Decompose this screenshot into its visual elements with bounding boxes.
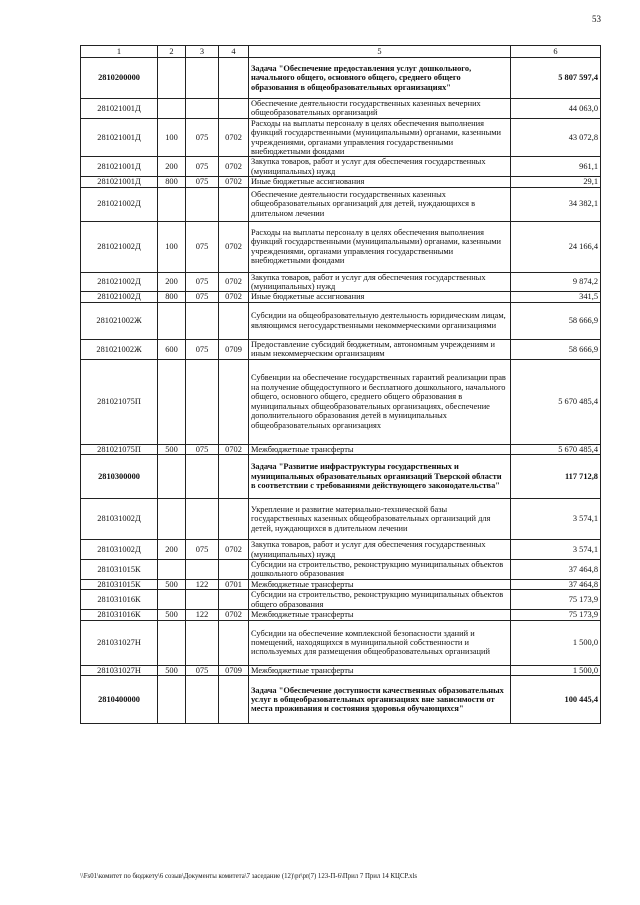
description-cell: Задача "Обеспечение доступности качественных образовательных услуг в общеобразовательных организациях вне зависимости от места проживания и состояния здоровья обучающихся" bbox=[249, 676, 511, 724]
code-cell: 281031002Д bbox=[81, 540, 158, 560]
department-cell: 075 bbox=[186, 292, 219, 302]
description-cell: Закупка товаров, работ и услуг для обеспечения государственных (муниципальных) нужд bbox=[249, 157, 511, 177]
table-row bbox=[81, 177, 601, 187]
description-cell: Закупка товаров, работ и услуг для обеспечения государственных (муниципальных) нужд bbox=[249, 540, 511, 560]
group-cell: 200 bbox=[158, 157, 186, 177]
section-cell: 0701 bbox=[219, 579, 249, 589]
section-cell bbox=[219, 590, 249, 610]
amount-cell: 117 712,8 bbox=[511, 455, 601, 499]
group-cell: 200 bbox=[158, 272, 186, 292]
department-cell bbox=[186, 187, 219, 221]
section-cell bbox=[219, 499, 249, 540]
code-cell: 281031015К bbox=[81, 579, 158, 589]
amount-cell: 341,5 bbox=[511, 292, 601, 302]
amount-cell: 24 166,4 bbox=[511, 221, 601, 272]
description-cell: Межбюджетные трансферты bbox=[249, 665, 511, 675]
table-header-row bbox=[81, 46, 601, 58]
section-cell: 0702 bbox=[219, 221, 249, 272]
code-cell: 281021002Д bbox=[81, 187, 158, 221]
header-cell: 4 bbox=[219, 46, 249, 58]
code-cell: 2810200000 bbox=[81, 58, 158, 99]
amount-cell: 100 445,4 bbox=[511, 676, 601, 724]
amount-cell: 3 574,1 bbox=[511, 499, 601, 540]
department-cell: 075 bbox=[186, 444, 219, 454]
code-cell: 281021002Ж bbox=[81, 339, 158, 359]
department-cell bbox=[186, 590, 219, 610]
amount-cell: 3 574,1 bbox=[511, 540, 601, 560]
table-row bbox=[81, 665, 601, 675]
code-cell: 281031027Н bbox=[81, 620, 158, 665]
budget-table bbox=[80, 45, 601, 724]
section-cell bbox=[219, 302, 249, 339]
table-row bbox=[81, 590, 601, 610]
header-cell: 6 bbox=[511, 46, 601, 58]
group-cell bbox=[158, 559, 186, 579]
group-cell: 500 bbox=[158, 610, 186, 620]
code-cell: 281021001Д bbox=[81, 157, 158, 177]
description-cell: Межбюджетные трансферты bbox=[249, 579, 511, 589]
header-cell: 2 bbox=[158, 46, 186, 58]
table-row bbox=[81, 620, 601, 665]
department-cell: 122 bbox=[186, 579, 219, 589]
group-cell: 500 bbox=[158, 579, 186, 589]
group-cell: 800 bbox=[158, 292, 186, 302]
amount-cell: 37 464,8 bbox=[511, 579, 601, 589]
section-cell bbox=[219, 187, 249, 221]
amount-cell: 961,1 bbox=[511, 157, 601, 177]
page-number: 53 bbox=[592, 14, 601, 24]
section-cell bbox=[219, 58, 249, 99]
code-cell: 281021002Ж bbox=[81, 302, 158, 339]
group-cell bbox=[158, 359, 186, 444]
group-cell bbox=[158, 590, 186, 610]
group-cell: 100 bbox=[158, 221, 186, 272]
section-cell: 0702 bbox=[219, 177, 249, 187]
department-cell: 075 bbox=[186, 339, 219, 359]
code-cell: 281031015К bbox=[81, 559, 158, 579]
code-cell: 281021001Д bbox=[81, 118, 158, 157]
department-cell bbox=[186, 620, 219, 665]
amount-cell: 37 464,8 bbox=[511, 559, 601, 579]
department-cell: 075 bbox=[186, 665, 219, 675]
table-row bbox=[81, 187, 601, 221]
amount-cell: 34 382,1 bbox=[511, 187, 601, 221]
department-cell bbox=[186, 58, 219, 99]
department-cell: 075 bbox=[186, 272, 219, 292]
table-row bbox=[81, 676, 601, 724]
code-cell: 281021075П bbox=[81, 359, 158, 444]
group-cell: 800 bbox=[158, 177, 186, 187]
department-cell: 075 bbox=[186, 540, 219, 560]
table-row bbox=[81, 579, 601, 589]
description-cell: Задача "Развитие инфраструктуры государственных и муниципальных образовательных организаций Тверской области в соответствии с требованиями действующего законодательства" bbox=[249, 455, 511, 499]
section-cell: 0702 bbox=[219, 444, 249, 454]
department-cell bbox=[186, 455, 219, 499]
table-row bbox=[81, 272, 601, 292]
group-cell: 200 bbox=[158, 540, 186, 560]
table-row bbox=[81, 58, 601, 99]
amount-cell: 44 063,0 bbox=[511, 99, 601, 119]
amount-cell: 9 874,2 bbox=[511, 272, 601, 292]
code-cell: 281021001Д bbox=[81, 99, 158, 119]
group-cell bbox=[158, 676, 186, 724]
department-cell: 075 bbox=[186, 157, 219, 177]
amount-cell: 29,1 bbox=[511, 177, 601, 187]
section-cell: 0702 bbox=[219, 272, 249, 292]
header-cell: 5 bbox=[249, 46, 511, 58]
description-cell: Межбюджетные трансферты bbox=[249, 610, 511, 620]
code-cell: 281031027Н bbox=[81, 665, 158, 675]
group-cell bbox=[158, 455, 186, 499]
amount-cell: 58 666,9 bbox=[511, 302, 601, 339]
code-cell: 281021002Д bbox=[81, 221, 158, 272]
group-cell bbox=[158, 499, 186, 540]
header-cell: 3 bbox=[186, 46, 219, 58]
section-cell: 0702 bbox=[219, 610, 249, 620]
section-cell: 0702 bbox=[219, 118, 249, 157]
group-cell bbox=[158, 187, 186, 221]
section-cell bbox=[219, 99, 249, 119]
table-row bbox=[81, 444, 601, 454]
section-cell: 0702 bbox=[219, 292, 249, 302]
group-cell bbox=[158, 302, 186, 339]
table-row bbox=[81, 221, 601, 272]
description-cell: Обеспечение деятельности государственных казенных вечерних общеобразовательных организаций bbox=[249, 99, 511, 119]
table-row bbox=[81, 118, 601, 157]
amount-cell: 75 173,9 bbox=[511, 610, 601, 620]
code-cell: 281021002Д bbox=[81, 272, 158, 292]
description-cell: Межбюджетные трансферты bbox=[249, 444, 511, 454]
table-row bbox=[81, 455, 601, 499]
section-cell bbox=[219, 620, 249, 665]
group-cell: 500 bbox=[158, 665, 186, 675]
amount-cell: 1 500,0 bbox=[511, 665, 601, 675]
department-cell bbox=[186, 559, 219, 579]
description-cell: Субсидии на общеобразовательную деятельность юридическим лицам, являющимся негосударственными некоммерческими организациями bbox=[249, 302, 511, 339]
amount-cell: 1 500,0 bbox=[511, 620, 601, 665]
description-cell: Обеспечение деятельности государственных казенных общеобразовательных организаций для детей, нуждающихся в длительном лечении bbox=[249, 187, 511, 221]
description-cell: Задача "Обеспечение предоставления услуг дошкольного, начального общего, основного общего, среднего общего образования в общеобразовательных организациях" bbox=[249, 58, 511, 99]
department-cell bbox=[186, 676, 219, 724]
code-cell: 2810400000 bbox=[81, 676, 158, 724]
table-row bbox=[81, 359, 601, 444]
description-cell: Расходы на выплаты персоналу в целях обеспечения выполнения функций государственными (муниципальными) органами, казенными учреждениями, органами управления государственными внебюджетными фондами bbox=[249, 118, 511, 157]
description-cell: Субсидии на строительство, реконструкцию муниципальных объектов общего образования bbox=[249, 590, 511, 610]
section-cell: 0709 bbox=[219, 339, 249, 359]
amount-cell: 58 666,9 bbox=[511, 339, 601, 359]
group-cell bbox=[158, 620, 186, 665]
description-cell: Укрепление и развитие материально-технической базы государственных казенных общеобразовательных организаций для детей, нуждающихся в длительном лечении bbox=[249, 499, 511, 540]
code-cell: 281021075П bbox=[81, 444, 158, 454]
section-cell: 0709 bbox=[219, 665, 249, 675]
code-cell: 281031002Д bbox=[81, 499, 158, 540]
code-cell: 281021002Д bbox=[81, 292, 158, 302]
table-row bbox=[81, 302, 601, 339]
code-cell: 281031016К bbox=[81, 610, 158, 620]
group-cell: 600 bbox=[158, 339, 186, 359]
department-cell: 122 bbox=[186, 610, 219, 620]
description-cell: Субвенции на обеспечение государственных гарантий реализации прав на получение общедоступного и бесплатного дошкольного, начального общего, основного общего, среднего общего образования в муниципальных общеобразовательных организациях, обеспечение дополнительного образования детей в муниципальных общеобразовательных организациях bbox=[249, 359, 511, 444]
code-cell: 281031016К bbox=[81, 590, 158, 610]
department-cell bbox=[186, 302, 219, 339]
department-cell bbox=[186, 499, 219, 540]
group-cell bbox=[158, 58, 186, 99]
description-cell: Расходы на выплаты персоналу в целях обеспечения выполнения функций государственными (муниципальными) органами, казенными учреждениями, органами управления государственными внебюджетными фондами bbox=[249, 221, 511, 272]
amount-cell: 5 670 485,4 bbox=[511, 359, 601, 444]
amount-cell: 5 807 597,4 bbox=[511, 58, 601, 99]
description-cell: Предоставление субсидий бюджетным, автономным учреждениям и иным некоммерческим организациям bbox=[249, 339, 511, 359]
table-row bbox=[81, 157, 601, 177]
description-cell: Иные бюджетные ассигнования bbox=[249, 292, 511, 302]
group-cell: 100 bbox=[158, 118, 186, 157]
department-cell: 075 bbox=[186, 177, 219, 187]
code-cell: 2810300000 bbox=[81, 455, 158, 499]
code-cell: 281021001Д bbox=[81, 177, 158, 187]
description-cell: Субсидии на строительство, реконструкцию муниципальных объектов дошкольного образования bbox=[249, 559, 511, 579]
group-cell: 500 bbox=[158, 444, 186, 454]
amount-cell: 75 173,9 bbox=[511, 590, 601, 610]
table-row bbox=[81, 559, 601, 579]
amount-cell: 5 670 485,4 bbox=[511, 444, 601, 454]
table-row bbox=[81, 339, 601, 359]
header-cell: 1 bbox=[81, 46, 158, 58]
department-cell: 075 bbox=[186, 221, 219, 272]
group-cell bbox=[158, 99, 186, 119]
table-row bbox=[81, 99, 601, 119]
table-row bbox=[81, 292, 601, 302]
section-cell bbox=[219, 359, 249, 444]
department-cell bbox=[186, 99, 219, 119]
section-cell bbox=[219, 455, 249, 499]
section-cell: 0702 bbox=[219, 157, 249, 177]
description-cell: Субсидии на обеспечение комплексной безопасности зданий и помещений, находящихся в муниципальной собственности и используемых для размещения общеобразовательных организаций bbox=[249, 620, 511, 665]
table-body bbox=[81, 58, 601, 724]
description-cell: Иные бюджетные ассигнования bbox=[249, 177, 511, 187]
section-cell: 0702 bbox=[219, 540, 249, 560]
table-row bbox=[81, 610, 601, 620]
description-cell: Закупка товаров, работ и услуг для обеспечения государственных (муниципальных) нужд bbox=[249, 272, 511, 292]
section-cell bbox=[219, 559, 249, 579]
department-cell: 075 bbox=[186, 118, 219, 157]
table-row bbox=[81, 540, 601, 560]
footer-file-path: \\Fs01\комитет по бюджету\6 созыв\Документы комитета\7 заседание (12)\pr\pr(7) 123-П-6\Прил 7 Прил 14 КЦСР.xls bbox=[80, 873, 418, 880]
amount-cell: 43 072,8 bbox=[511, 118, 601, 157]
department-cell bbox=[186, 359, 219, 444]
section-cell bbox=[219, 676, 249, 724]
table-row bbox=[81, 499, 601, 540]
